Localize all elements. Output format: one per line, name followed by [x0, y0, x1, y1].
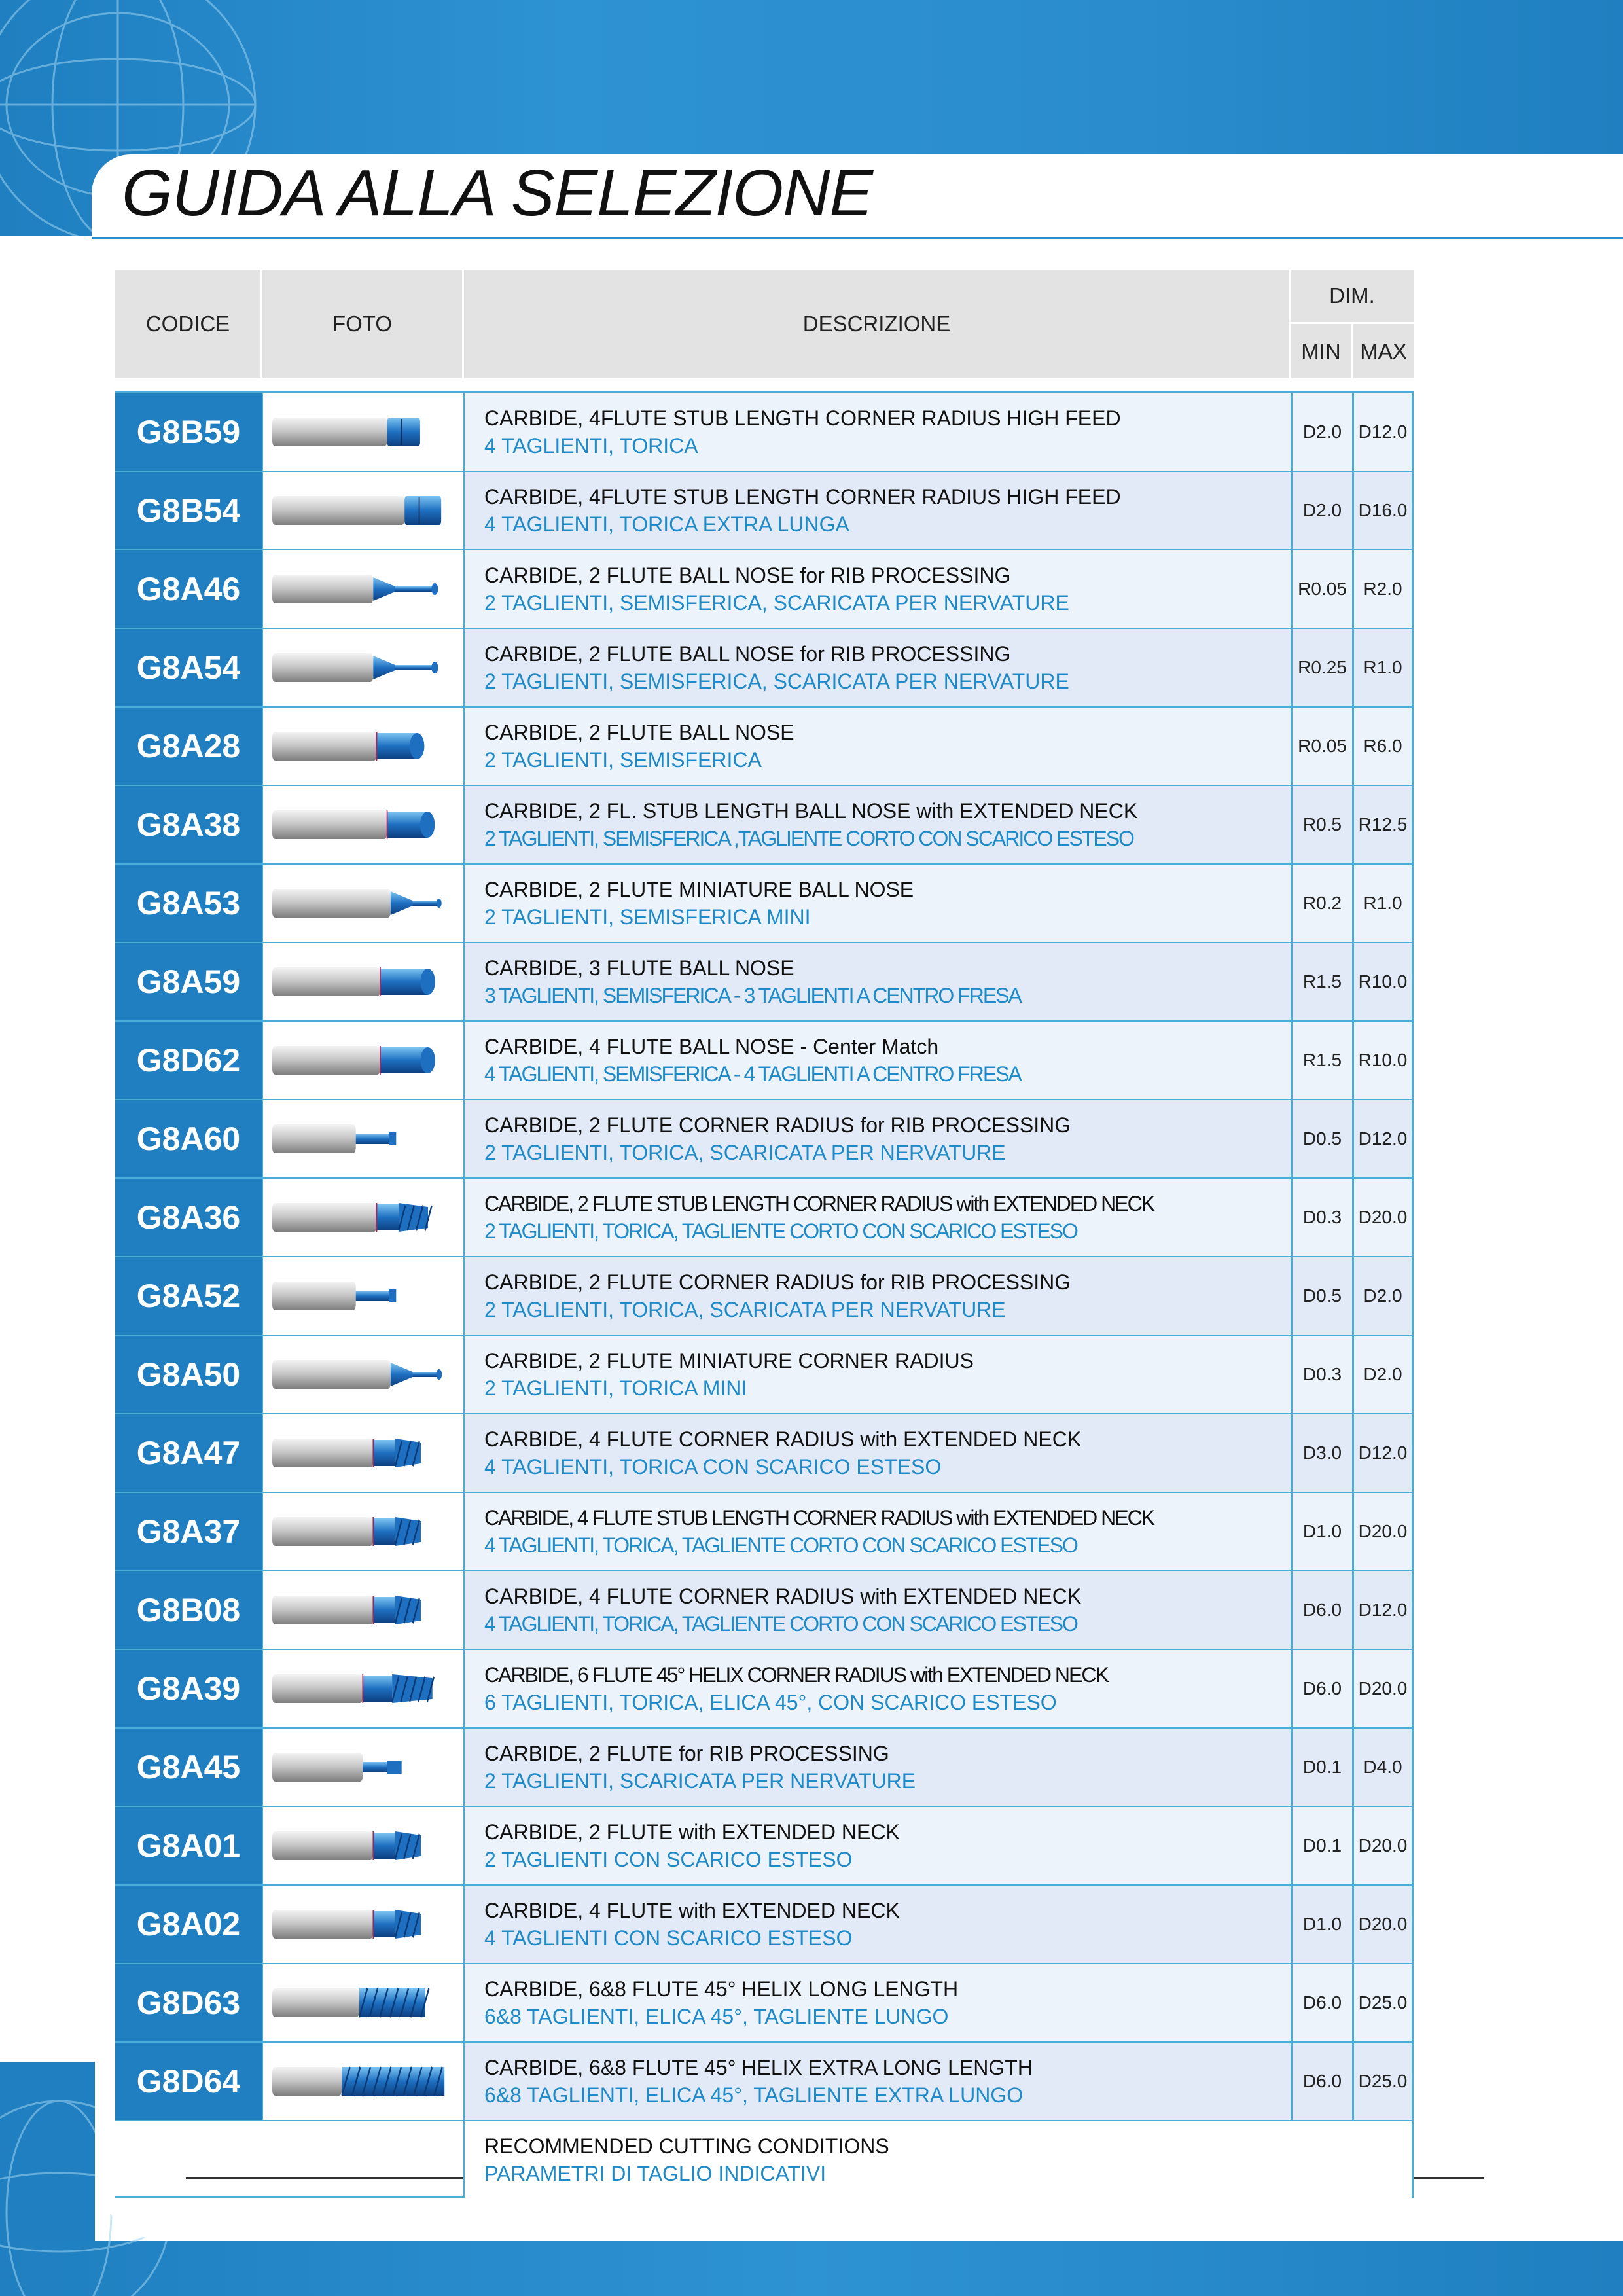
dim-min: D0.5 — [1291, 1100, 1352, 1177]
table-row — [115, 1179, 1414, 1257]
tool-photo — [262, 1336, 465, 1413]
tool-photo — [262, 1964, 465, 2041]
dim-min: D2.0 — [1291, 393, 1352, 471]
table-row — [115, 1336, 1414, 1414]
description-cell — [463, 1650, 1291, 1727]
product-code: G8A02 — [115, 1886, 262, 1963]
description-cell — [463, 629, 1291, 706]
dim-min: D2.0 — [1291, 472, 1352, 549]
description-en: CARBIDE, 4FLUTE STUB LENGTH CORNER RADIUS HIGH FEED — [484, 406, 1121, 430]
dim-max: D20.0 — [1352, 1179, 1414, 1256]
description-cell — [463, 1022, 1291, 1099]
tool-photo — [262, 1414, 465, 1492]
tool-photo — [262, 393, 465, 471]
description-it: 2 TAGLIENTI, SEMISFERICA ,TAGLIENTE CORTO CON SCARICO ESTESO — [484, 827, 1133, 850]
description-en: CARBIDE, 6&8 FLUTE 45° HELIX LONG LENGTH — [484, 1977, 959, 2001]
description-it: 4 TAGLIENTI, TORICA, TAGLIENTE CORTO CON SCARICO ESTESO — [484, 1612, 1077, 1636]
table-row — [115, 2043, 1414, 2121]
dim-min: D6.0 — [1291, 1650, 1352, 1727]
tool-photo — [262, 1179, 465, 1256]
product-code: G8A38 — [115, 786, 262, 863]
product-code: G8A54 — [115, 629, 262, 706]
description-en: CARBIDE, 2 FLUTE for RIB PROCESSING — [484, 1742, 889, 1765]
dim-min: D6.0 — [1291, 1571, 1352, 1649]
dim-min: D0.3 — [1291, 1336, 1352, 1413]
title-underline — [92, 237, 1623, 239]
dim-max: R10.0 — [1352, 943, 1414, 1020]
description-it: 4 TAGLIENTI, TORICA EXTRA LUNGA — [484, 512, 849, 536]
dim-min: D3.0 — [1291, 1414, 1352, 1492]
description-en: CARBIDE, 2 FLUTE with EXTENDED NECK — [484, 1820, 900, 1844]
dim-max: R2.0 — [1352, 550, 1414, 628]
description-cell — [463, 1571, 1291, 1649]
dim-min: D1.0 — [1291, 1493, 1352, 1570]
description-it: 3 TAGLIENTI, SEMISFERICA - 3 TAGLIENTI A CENTRO FRESA — [484, 984, 1021, 1007]
description-it: 6 TAGLIENTI, TORICA, ELICA 45°, CON SCARICO ESTESO — [484, 1691, 1057, 1714]
table-row — [115, 629, 1414, 708]
description-en: CARBIDE, 2 FLUTE STUB LENGTH CORNER RADIUS with EXTENDED NECK — [484, 1192, 1154, 1215]
dim-min: D1.0 — [1291, 1886, 1352, 1963]
dim-min: R0.5 — [1291, 786, 1352, 863]
header-code: CODICE — [145, 312, 230, 336]
dim-min: R0.25 — [1291, 629, 1352, 706]
tool-photo — [262, 943, 465, 1020]
description-en: CARBIDE, 2 FLUTE MINIATURE BALL NOSE — [484, 878, 914, 901]
tool-photo — [262, 1493, 465, 1570]
description-en: CARBIDE, 6&8 FLUTE 45° HELIX EXTRA LONG LENGTH — [484, 2056, 1033, 2079]
description-en: CARBIDE, 2 FLUTE CORNER RADIUS for RIB PROCESSING — [484, 1113, 1071, 1137]
table-row — [115, 393, 1414, 472]
dim-max: D12.0 — [1352, 1571, 1414, 1649]
tool-photo — [262, 629, 465, 706]
tool-photo — [262, 1571, 465, 1649]
description-en: CARBIDE, 4 FLUTE with EXTENDED NECK — [484, 1899, 900, 1922]
dim-max: R1.0 — [1352, 865, 1414, 942]
product-code: G8A52 — [115, 1257, 262, 1335]
tool-photo — [262, 1729, 465, 1806]
table-row — [115, 1807, 1414, 1886]
table-row — [115, 865, 1414, 943]
dim-max: D4.0 — [1352, 1729, 1414, 1806]
table-row — [115, 1414, 1414, 1493]
tool-photo — [262, 550, 465, 628]
description-cell — [463, 1964, 1291, 2041]
table-row — [115, 943, 1414, 1022]
table-row — [115, 1729, 1414, 1807]
recommended-it: PARAMETRI DI TAGLIO INDICATIVI — [484, 2162, 827, 2185]
dim-max: D2.0 — [1352, 1336, 1414, 1413]
tool-photo — [262, 1022, 465, 1099]
description-en: CARBIDE, 3 FLUTE BALL NOSE — [484, 956, 794, 980]
product-code: G8A01 — [115, 1807, 262, 1884]
header-dim: DIM. — [1329, 283, 1375, 308]
dim-min: D0.3 — [1291, 1179, 1352, 1256]
description-cell — [463, 550, 1291, 628]
dim-max: D2.0 — [1352, 1257, 1414, 1335]
product-code: G8A45 — [115, 1729, 262, 1806]
description-cell — [463, 1729, 1291, 1806]
selection-table — [115, 270, 1414, 2198]
tool-photo — [262, 1650, 465, 1727]
description-it: 2 TAGLIENTI, TORICA, TAGLIENTE CORTO CON SCARICO ESTESO — [484, 1219, 1077, 1243]
description-cell — [463, 1807, 1291, 1884]
description-en: CARBIDE, 2 FL. STUB LENGTH BALL NOSE with EXTENDED NECK — [484, 799, 1138, 823]
header-min: MIN — [1301, 338, 1341, 363]
recommended-en: RECOMMENDED CUTTING CONDITIONS — [484, 2134, 889, 2158]
table-row — [115, 1022, 1414, 1100]
table-row — [115, 1571, 1414, 1650]
header-photo: FOTO — [332, 312, 393, 336]
dim-min: D0.1 — [1291, 1807, 1352, 1884]
dim-max: R1.0 — [1352, 629, 1414, 706]
table-row — [115, 786, 1414, 865]
table-header — [115, 270, 1414, 378]
dim-min: D0.1 — [1291, 1729, 1352, 1806]
product-code: G8A59 — [115, 943, 262, 1020]
tool-photo — [262, 1100, 465, 1177]
description-it: 2 TAGLIENTI, TORICA MINI — [484, 1376, 747, 1400]
description-cell — [463, 708, 1291, 785]
recommended-cell — [463, 2121, 1414, 2198]
table-row — [115, 1493, 1414, 1571]
dim-max: R10.0 — [1352, 1022, 1414, 1099]
product-code: G8A53 — [115, 865, 262, 942]
description-it: 6&8 TAGLIENTI, ELICA 45°, TAGLIENTE EXTRA LUNGO — [484, 2083, 1024, 2107]
dim-max: R6.0 — [1352, 708, 1414, 785]
description-cell — [463, 1336, 1291, 1413]
table-row — [115, 1257, 1414, 1336]
product-code: G8B08 — [115, 1571, 262, 1649]
description-cell — [463, 1886, 1291, 1963]
dim-min: R0.05 — [1291, 708, 1352, 785]
dim-min: R1.5 — [1291, 1022, 1352, 1099]
description-it: 4 TAGLIENTI, TORICA, TAGLIENTE CORTO CON SCARICO ESTESO — [484, 1534, 1077, 1557]
description-it: 2 TAGLIENTI, SEMISFERICA MINI — [484, 905, 811, 929]
description-cell — [463, 943, 1291, 1020]
header-max: MAX — [1360, 338, 1407, 363]
product-code: G8B54 — [115, 472, 262, 549]
description-cell — [463, 2043, 1291, 2120]
description-en: CARBIDE, 2 FLUTE BALL NOSE — [484, 721, 794, 744]
dim-max: D20.0 — [1352, 1807, 1414, 1884]
description-cell — [463, 1179, 1291, 1256]
table-body — [115, 391, 1414, 2121]
product-code: G8A39 — [115, 1650, 262, 1727]
table-row — [115, 1886, 1414, 1964]
table-row — [115, 1964, 1414, 2043]
product-code: G8D64 — [115, 2043, 262, 2120]
tool-photo — [262, 1807, 465, 1884]
description-cell — [463, 1100, 1291, 1177]
product-code: G8A36 — [115, 1179, 262, 1256]
product-code: G8A47 — [115, 1414, 262, 1492]
table-row — [115, 472, 1414, 550]
dim-max: D25.0 — [1352, 1964, 1414, 2041]
page-title: GUIDA ALLA SELEZIONE — [122, 156, 873, 230]
description-it: 4 TAGLIENTI CON SCARICO ESTESO — [484, 1926, 853, 1950]
description-en: CARBIDE, 6 FLUTE 45° HELIX CORNER RADIUS with EXTENDED NECK — [484, 1663, 1108, 1687]
description-en: CARBIDE, 4FLUTE STUB LENGTH CORNER RADIUS HIGH FEED — [484, 485, 1121, 509]
dim-max: D20.0 — [1352, 1493, 1414, 1570]
dim-min: R0.05 — [1291, 550, 1352, 628]
footer-band — [0, 2241, 1623, 2296]
product-code: G8A60 — [115, 1100, 262, 1177]
description-cell — [463, 1493, 1291, 1570]
product-code: G8D62 — [115, 1022, 262, 1099]
dim-max: R12.5 — [1352, 786, 1414, 863]
product-code: G8A37 — [115, 1493, 262, 1570]
description-cell — [463, 1414, 1291, 1492]
dim-max: D12.0 — [1352, 393, 1414, 471]
table-row — [115, 708, 1414, 786]
description-it: 4 TAGLIENTI, SEMISFERICA - 4 TAGLIENTI A CENTRO FRESA — [484, 1062, 1021, 1086]
table-row — [115, 1100, 1414, 1179]
product-code: G8B59 — [115, 393, 262, 471]
dim-max: D12.0 — [1352, 1100, 1414, 1177]
tool-photo — [262, 786, 465, 863]
table-row — [115, 550, 1414, 629]
recommended-row — [115, 2121, 1414, 2198]
tool-photo — [262, 2043, 465, 2120]
description-en: CARBIDE, 2 FLUTE BALL NOSE for RIB PROCESSING — [484, 642, 1011, 666]
dim-min: D6.0 — [1291, 2043, 1352, 2120]
description-it: 2 TAGLIENTI, SEMISFERICA, SCARICATA PER NERVATURE — [484, 591, 1069, 615]
description-en: CARBIDE, 4 FLUTE CORNER RADIUS with EXTENDED NECK — [484, 1427, 1082, 1451]
table-row — [115, 1650, 1414, 1729]
dim-min: D6.0 — [1291, 1964, 1352, 2041]
dim-min: R1.5 — [1291, 943, 1352, 1020]
description-cell — [463, 472, 1291, 549]
dim-max: D20.0 — [1352, 1650, 1414, 1727]
description-it: 2 TAGLIENTI, TORICA, SCARICATA PER NERVATURE — [484, 1141, 1006, 1164]
description-cell — [463, 1257, 1291, 1335]
description-it: 2 TAGLIENTI, SEMISFERICA — [484, 748, 762, 772]
dim-min: D0.5 — [1291, 1257, 1352, 1335]
dim-min: R0.2 — [1291, 865, 1352, 942]
description-it: 2 TAGLIENTI, TORICA, SCARICATA PER NERVATURE — [484, 1298, 1006, 1321]
description-it: 4 TAGLIENTI, TORICA — [484, 434, 698, 457]
product-code: G8A28 — [115, 708, 262, 785]
tool-photo — [262, 472, 465, 549]
tool-photo — [262, 1257, 465, 1335]
description-en: CARBIDE, 2 FLUTE BALL NOSE for RIB PROCESSING — [484, 564, 1011, 587]
description-en: CARBIDE, 2 FLUTE MINIATURE CORNER RADIUS — [484, 1349, 974, 1372]
dim-max: D16.0 — [1352, 472, 1414, 549]
description-en: CARBIDE, 4 FLUTE BALL NOSE - Center Match — [484, 1035, 939, 1058]
dim-max: D12.0 — [1352, 1414, 1414, 1492]
description-it: 2 TAGLIENTI CON SCARICO ESTESO — [484, 1848, 853, 1871]
tool-photo — [262, 1886, 465, 1963]
description-cell — [463, 393, 1291, 471]
tool-photo — [262, 865, 465, 942]
description-cell — [463, 786, 1291, 863]
tool-photo — [262, 708, 465, 785]
header-description: DESCRIZIONE — [802, 312, 951, 336]
description-it: 2 TAGLIENTI, SEMISFERICA, SCARICATA PER NERVATURE — [484, 670, 1069, 693]
description-it: 6&8 TAGLIENTI, ELICA 45°, TAGLIENTE LUNGO — [484, 2005, 949, 2028]
description-it: 4 TAGLIENTI, TORICA CON SCARICO ESTESO — [484, 1455, 942, 1479]
description-en: CARBIDE, 4 FLUTE STUB LENGTH CORNER RADIUS with EXTENDED NECK — [484, 1506, 1154, 1530]
product-code: G8A46 — [115, 550, 262, 628]
product-code: G8A50 — [115, 1336, 262, 1413]
product-code: G8D63 — [115, 1964, 262, 2041]
description-it: 2 TAGLIENTI, SCARICATA PER NERVATURE — [484, 1769, 916, 1793]
dim-max: D20.0 — [1352, 1886, 1414, 1963]
dim-max: D25.0 — [1352, 2043, 1414, 2120]
description-en: CARBIDE, 4 FLUTE CORNER RADIUS with EXTENDED NECK — [484, 1585, 1082, 1608]
description-en: CARBIDE, 2 FLUTE CORNER RADIUS for RIB PROCESSING — [484, 1270, 1071, 1294]
description-cell — [463, 865, 1291, 942]
